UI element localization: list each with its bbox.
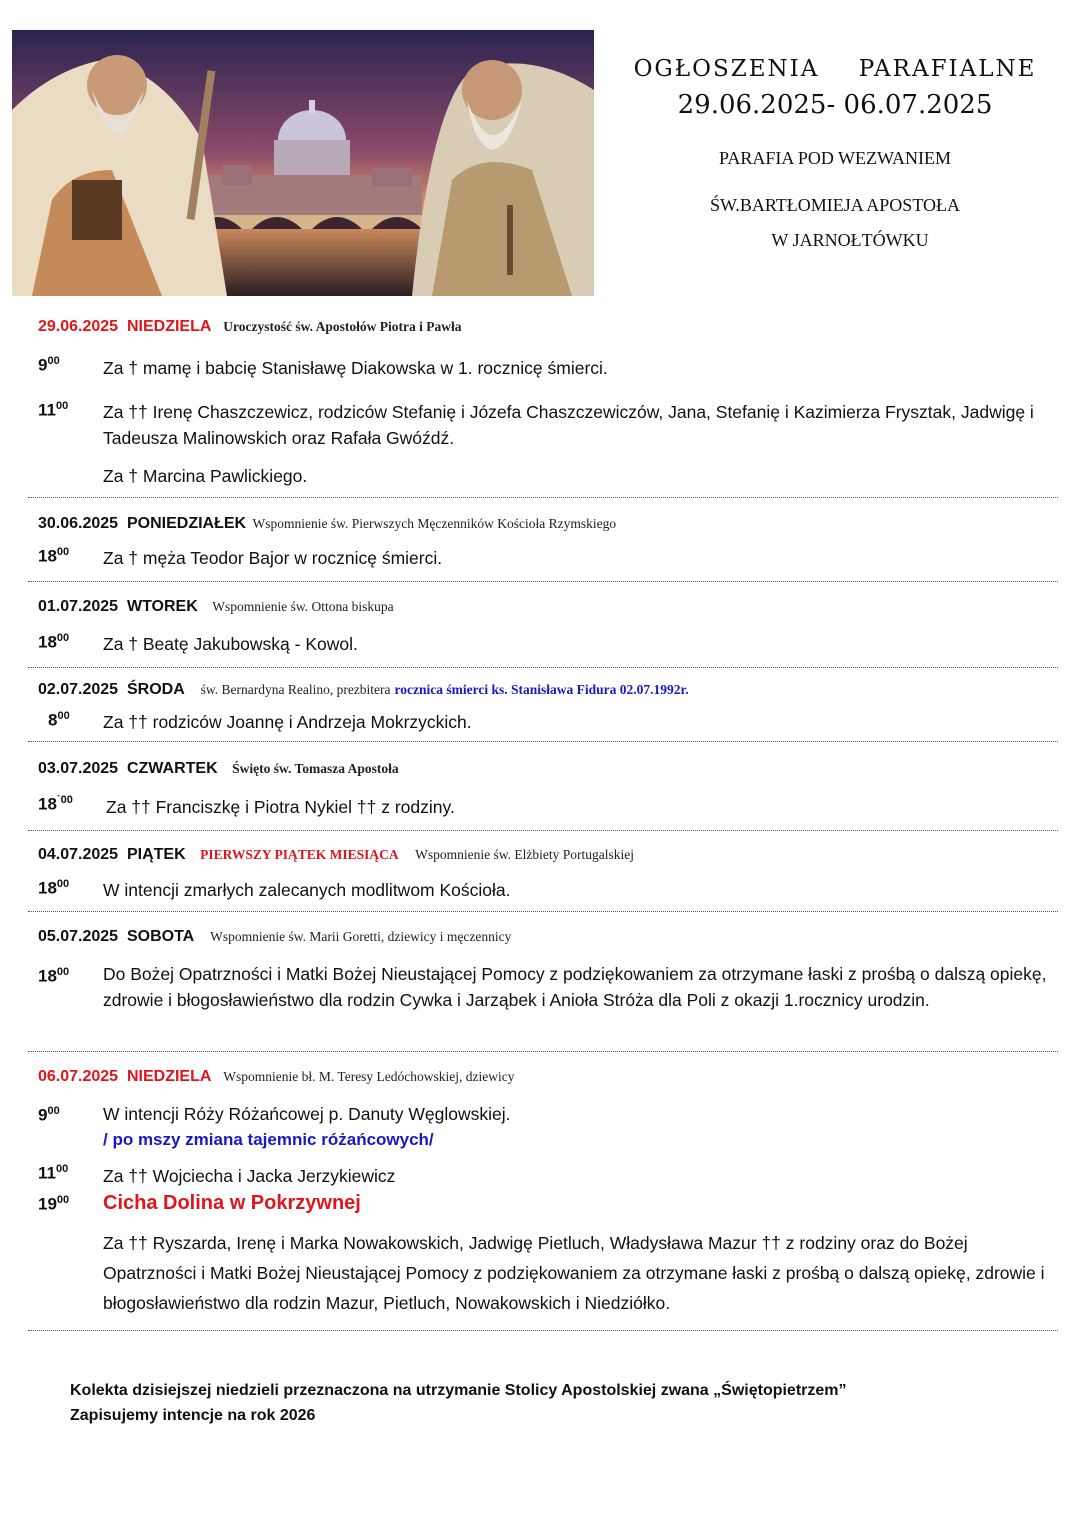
page-title: OGŁOSZENIA PARAFIALNE [633,56,1037,82]
rosary-note: / po mszy zmiana tajemnic różańcowych/ [103,1130,434,1149]
day-header-6 [38,846,634,864]
mass-intention: Za † mamę i babcię Stanisławę Diakowska w 1. rocznicę śmierci. [103,358,608,378]
mass-time: $18^{00}$ [38,546,70,566]
feast-label: Wspomnienie św. Ottona biskupa [212,599,394,614]
divider [28,830,1058,831]
divider [28,1330,1058,1331]
day-header-7 [38,928,511,946]
parish-line-3: W JARNOŁTÓWKU [771,230,929,250]
saints-peter-paul-image [12,30,594,296]
feast-label: św. Bernardyna Realino, prezbitera [200,682,391,697]
feast-label: Wspomnienie św. Marii Goretti, dziewicy i męczennicy [210,929,512,944]
day-header-5 [38,760,399,778]
mass-intention: Za † Beatę Jakubowską - Kowol. [103,634,358,654]
mass-time: $18^{`00}$ [38,794,73,814]
mass-intention: Za † Marcina Pawlickiego. [103,466,308,486]
day-header-4 [38,681,689,699]
feast-label: Uroczystość św. Apostołów Piotra i Pawła [223,319,462,334]
mass-time: $8^{00}$ [48,710,70,730]
parish-line-2: ŚW.BARTŁOMIEJA APOSTOŁA [710,195,960,215]
mass-intention: W intencji zmarłych zalecanych modlitwom Kościoła. [103,880,511,900]
feast-label: Święto św. Tomasza Apostoła [232,761,399,776]
mass-time: $19^{00}$ [38,1194,70,1214]
mass-intention: Do Bożej Opatrzności i Matki Bożej Nieustającej Pomocy z podziękowaniem za otrzymane łaski z prośbą o dalszą opiekę, zdrowie i błogosławieństwo dla rodzin Cywka i Jarząbek i Anioła Stróża dla Poli z okazji 1.rocznicy urodzin. [103,964,1047,1010]
first-friday-note: PIERWSZY PIĄTEK MIESIĄCA [200,847,399,862]
day-name: SOBOTA [126,928,194,945]
title-block [610,56,1060,251]
day-date: 30.06.2025 [38,515,119,532]
day-name: PIĄTEK [126,846,186,863]
mass-intention: Za † męża Teodor Bajor w rocznicę śmierci. [103,548,443,568]
day-name: CZWARTEK [126,760,218,777]
mass-time: $9^{00}$ [38,355,60,375]
feast-label: Wspomnienie bł. M. Teresy Ledóchowskiej, dziewicy [223,1069,515,1084]
day-name: NIEDZIELA [126,318,211,335]
parish-line-1: PARAFIA POD WEZWANIEM [718,148,952,168]
day-date: 06.07.2025 [38,1068,119,1085]
mass-time: $18^{00}$ [38,632,70,652]
mass-intention: W intencji Róży Różańcowej p. Danuty Węglowskiej. [103,1104,511,1124]
intentions-note: Zapisujemy intencje na rok 2026 [70,1407,316,1424]
divider [28,497,1058,498]
mass-location: Cicha Dolina w Pokrzywnej [103,1192,361,1214]
mass-time: $18^{00}$ [38,966,70,986]
mass-time: $18^{00}$ [38,878,70,898]
day-date: 02.07.2025 [38,681,119,698]
anniversary-note: rocznica śmierci ks. Stanisława Fidura 02.07.1992r. [394,682,689,697]
day-header-1 [38,318,462,336]
day-name: PONIEDZIAŁEK [126,515,247,532]
feast-label: Wspomnienie św. Elżbiety Portugalskiej [415,847,634,862]
collection-note: Kolekta dzisiejszej niedzieli przeznaczona na utrzymanie Stolicy Apostolskiej zwana „Świętopietrzem” [70,1382,847,1399]
mass-intention: Za †† rodziców Joannę i Andrzeja Mokrzyckich. [103,712,472,732]
day-date: 01.07.2025 [38,598,119,615]
divider [28,581,1058,582]
divider [28,741,1058,742]
day-date: 04.07.2025 [38,846,119,863]
day-date: 29.06.2025 [38,318,119,335]
mass-intention: Za †† Ryszarda, Irenę i Marka Nowakowskich, Jadwigę Pietluch, Władysława Mazur †† z rodziny oraz do Bożej Opatrzności i Matki Bożej Nieustającej Pomocy z podziękowaniem za otrzymane łaski z prośbą o dalszą opiekę, zdrowie i błogosławieństwo dla rodzin Mazur, Pietluch, Nowakowskich i Niedziółko. [103,1233,1045,1313]
day-header-2 [38,515,616,533]
day-name: ŚRODA [126,681,185,698]
divider [28,667,1058,668]
day-date: 05.07.2025 [38,928,119,945]
divider [28,911,1058,912]
day-header-8 [38,1068,515,1086]
feast-label: Wspomnienie św. Pierwszych Męczenników Kościoła Rzymskiego [252,516,617,531]
mass-time: $9^{00}$ [38,1105,60,1125]
hero-painting [12,30,594,296]
divider [28,1051,1058,1052]
day-name: WTOREK [126,598,198,615]
day-header-3 [38,598,394,616]
day-date: 03.07.2025 [38,760,119,777]
mass-intention: Za †† Franciszkę i Piotra Nykiel †† z rodziny. [106,797,455,817]
mass-intention: Za †† Wojciecha i Jacka Jerzykiewicz [103,1166,396,1186]
mass-time: $11^{00}$ [38,400,69,420]
mass-time: $11^{00}$ [38,1163,69,1183]
day-name: NIEDZIELA [126,1068,211,1085]
mass-intention: Za †† Irenę Chaszczewicz, rodziców Stefanię i Józefa Chaszczewiczów, Jana, Stefanię i Kazimierza Frysztak, Jadwigę i Tadeusza Malinowskich oraz Rafała Gwóźdź. [103,402,1034,448]
date-range: 29.06.2025- 06.07.2025 [677,90,993,120]
